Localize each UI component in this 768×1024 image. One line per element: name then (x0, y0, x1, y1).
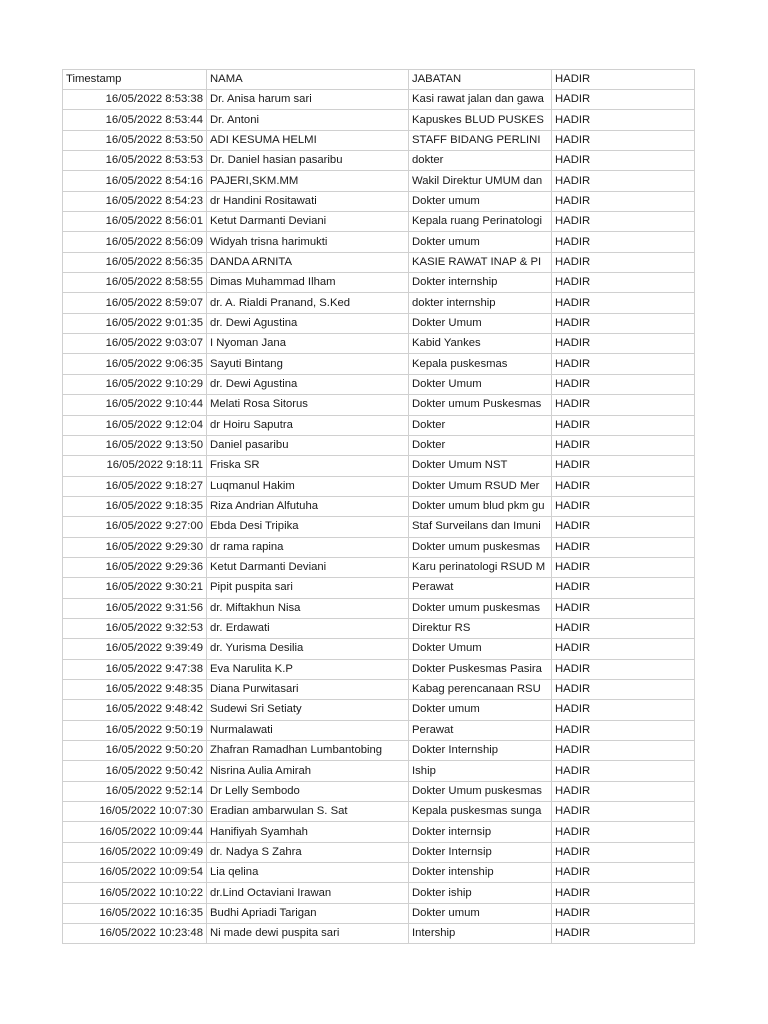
attendance-table (62, 69, 695, 944)
cell-hadir: HADIR (552, 273, 695, 293)
cell-nama: Dimas Muhammad Ilham (207, 273, 409, 293)
cell-jabatan: Dokter umum puskesmas (409, 537, 552, 557)
table-row (63, 130, 695, 150)
cell-nama: dr Handini Rositawati (207, 191, 409, 211)
cell-timestamp: 16/05/2022 9:27:00 (63, 517, 207, 537)
attendance-table-body (63, 70, 695, 944)
cell-hadir: HADIR (552, 700, 695, 720)
cell-nama: Zhafran Ramadhan Lumbantobing (207, 741, 409, 761)
table-row (63, 252, 695, 272)
cell-timestamp: 16/05/2022 9:29:30 (63, 537, 207, 557)
cell-timestamp: 16/05/2022 10:09:54 (63, 863, 207, 883)
cell-timestamp: 16/05/2022 9:47:38 (63, 659, 207, 679)
cell-nama: dr rama rapina (207, 537, 409, 557)
cell-hadir: HADIR (552, 395, 695, 415)
cell-nama: Ketut Darmanti Deviani (207, 557, 409, 577)
cell-nama: dr. Dewi Agustina (207, 313, 409, 333)
cell-nama: I Nyoman Jana (207, 334, 409, 354)
cell-nama: Eradian ambarwulan S. Sat (207, 802, 409, 822)
cell-nama: Sayuti Bintang (207, 354, 409, 374)
cell-nama: Riza Andrian Alfutuha (207, 496, 409, 516)
cell-nama: dr. Nadya S Zahra (207, 842, 409, 862)
cell-timestamp: 16/05/2022 10:07:30 (63, 802, 207, 822)
cell-timestamp: 16/05/2022 8:54:16 (63, 171, 207, 191)
cell-hadir: HADIR (552, 883, 695, 903)
cell-timestamp: 16/05/2022 9:50:19 (63, 720, 207, 740)
cell-hadir: HADIR (552, 659, 695, 679)
cell-hadir: HADIR (552, 191, 695, 211)
cell-jabatan: Dokter Umum puskesmas (409, 781, 552, 801)
table-row (63, 476, 695, 496)
cell-hadir: HADIR (552, 212, 695, 232)
cell-hadir: HADIR (552, 557, 695, 577)
cell-jabatan: STAFF BIDANG PERLINI (409, 130, 552, 150)
table-row (63, 191, 695, 211)
table-row (63, 496, 695, 516)
cell-hadir: HADIR (552, 802, 695, 822)
cell-jabatan: Dokter umum (409, 700, 552, 720)
cell-hadir: HADIR (552, 537, 695, 557)
cell-nama: Eva Narulita K.P (207, 659, 409, 679)
cell-nama: Widyah trisna harimukti (207, 232, 409, 252)
cell-hadir: HADIR (552, 476, 695, 496)
cell-nama: Daniel pasaribu (207, 435, 409, 455)
cell-timestamp: 16/05/2022 8:56:01 (63, 212, 207, 232)
cell-timestamp: 16/05/2022 9:48:35 (63, 679, 207, 699)
cell-timestamp: 16/05/2022 9:13:50 (63, 435, 207, 455)
table-row (63, 802, 695, 822)
cell-hadir: HADIR (552, 90, 695, 110)
cell-nama: dr. Yurisma Desilia (207, 639, 409, 659)
table-row (63, 598, 695, 618)
cell-timestamp: 16/05/2022 9:10:44 (63, 395, 207, 415)
table-row (63, 517, 695, 537)
cell-nama: PAJERI,SKM.MM (207, 171, 409, 191)
cell-timestamp: 16/05/2022 8:56:35 (63, 252, 207, 272)
cell-jabatan: Dokter umum (409, 903, 552, 923)
cell-jabatan: Dokter Umum NST (409, 456, 552, 476)
header-jabatan: JABATAN (409, 70, 552, 90)
cell-jabatan: Dokter umum puskesmas (409, 598, 552, 618)
table-row (63, 435, 695, 455)
cell-jabatan: Dokter (409, 435, 552, 455)
cell-nama: Ni made dewi puspita sari (207, 924, 409, 944)
cell-timestamp: 16/05/2022 9:29:36 (63, 557, 207, 577)
header-nama: NAMA (207, 70, 409, 90)
cell-nama: dr Hoiru Saputra (207, 415, 409, 435)
cell-timestamp: 16/05/2022 9:12:04 (63, 415, 207, 435)
table-row (63, 761, 695, 781)
cell-timestamp: 16/05/2022 9:06:35 (63, 354, 207, 374)
cell-timestamp: 16/05/2022 9:18:11 (63, 456, 207, 476)
cell-nama: Hanifiyah Syamhah (207, 822, 409, 842)
cell-jabatan: Dokter Internsip (409, 842, 552, 862)
cell-hadir: HADIR (552, 110, 695, 130)
cell-nama: dr. Dewi Agustina (207, 374, 409, 394)
cell-jabatan: Dokter internsip (409, 822, 552, 842)
cell-timestamp: 16/05/2022 9:50:42 (63, 761, 207, 781)
cell-timestamp: 16/05/2022 10:09:44 (63, 822, 207, 842)
table-row (63, 456, 695, 476)
cell-hadir: HADIR (552, 334, 695, 354)
cell-jabatan: dokter (409, 151, 552, 171)
cell-jabatan: Dokter umum (409, 191, 552, 211)
cell-timestamp: 16/05/2022 8:58:55 (63, 273, 207, 293)
cell-hadir: HADIR (552, 863, 695, 883)
table-row (63, 822, 695, 842)
header-hadir: HADIR (552, 70, 695, 90)
cell-hadir: HADIR (552, 374, 695, 394)
table-row (63, 313, 695, 333)
cell-hadir: HADIR (552, 720, 695, 740)
cell-hadir: HADIR (552, 354, 695, 374)
cell-nama: Dr Lelly Sembodo (207, 781, 409, 801)
table-row (63, 171, 695, 191)
cell-jabatan: Dokter umum blud pkm gu (409, 496, 552, 516)
header-timestamp: Timestamp (63, 70, 207, 90)
cell-nama: Diana Purwitasari (207, 679, 409, 699)
cell-timestamp: 16/05/2022 8:53:50 (63, 130, 207, 150)
cell-jabatan: Kabag perencanaan RSU (409, 679, 552, 699)
cell-timestamp: 16/05/2022 8:53:53 (63, 151, 207, 171)
cell-hadir: HADIR (552, 293, 695, 313)
cell-hadir: HADIR (552, 781, 695, 801)
cell-timestamp: 16/05/2022 10:10:22 (63, 883, 207, 903)
cell-jabatan: Dokter Puskesmas Pasira (409, 659, 552, 679)
cell-nama: ADI KESUMA HELMI (207, 130, 409, 150)
cell-hadir: HADIR (552, 415, 695, 435)
cell-nama: dr. Erdawati (207, 618, 409, 638)
cell-timestamp: 16/05/2022 8:54:23 (63, 191, 207, 211)
cell-timestamp: 16/05/2022 9:30:21 (63, 578, 207, 598)
cell-timestamp: 16/05/2022 9:01:35 (63, 313, 207, 333)
table-row (63, 415, 695, 435)
cell-jabatan: Kabid Yankes (409, 334, 552, 354)
cell-timestamp: 16/05/2022 8:53:44 (63, 110, 207, 130)
cell-nama: Ebda Desi Tripika (207, 517, 409, 537)
cell-nama: Friska SR (207, 456, 409, 476)
cell-timestamp: 16/05/2022 9:32:53 (63, 618, 207, 638)
cell-hadir: HADIR (552, 741, 695, 761)
cell-timestamp: 16/05/2022 9:48:42 (63, 700, 207, 720)
cell-jabatan: Intership (409, 924, 552, 944)
cell-timestamp: 16/05/2022 8:53:38 (63, 90, 207, 110)
cell-jabatan: Dokter umum Puskesmas (409, 395, 552, 415)
cell-timestamp: 16/05/2022 9:39:49 (63, 639, 207, 659)
cell-hadir: HADIR (552, 842, 695, 862)
table-row (63, 90, 695, 110)
cell-jabatan: Kepala puskesmas sunga (409, 802, 552, 822)
table-row (63, 842, 695, 862)
table-row (63, 700, 695, 720)
cell-jabatan: Dokter Umum (409, 374, 552, 394)
cell-hadir: HADIR (552, 252, 695, 272)
cell-timestamp: 16/05/2022 10:09:49 (63, 842, 207, 862)
cell-nama: Pipit puspita sari (207, 578, 409, 598)
cell-jabatan: KASIE RAWAT INAP & PI (409, 252, 552, 272)
table-row (63, 557, 695, 577)
cell-hadir: HADIR (552, 598, 695, 618)
cell-jabatan: Kepala ruang Perinatologi (409, 212, 552, 232)
table-row (63, 232, 695, 252)
cell-nama: Dr. Antoni (207, 110, 409, 130)
cell-jabatan: Dokter iship (409, 883, 552, 903)
table-row (63, 537, 695, 557)
cell-hadir: HADIR (552, 171, 695, 191)
table-row (63, 212, 695, 232)
cell-jabatan: Perawat (409, 720, 552, 740)
cell-nama: Melati Rosa Sitorus (207, 395, 409, 415)
cell-jabatan: Karu perinatologi RSUD M (409, 557, 552, 577)
cell-hadir: HADIR (552, 130, 695, 150)
cell-jabatan: Kepala puskesmas (409, 354, 552, 374)
table-row (63, 924, 695, 944)
cell-timestamp: 16/05/2022 9:50:20 (63, 741, 207, 761)
cell-timestamp: 16/05/2022 9:52:14 (63, 781, 207, 801)
cell-hadir: HADIR (552, 456, 695, 476)
cell-nama: Nurmalawati (207, 720, 409, 740)
cell-nama: Dr. Daniel hasian pasaribu (207, 151, 409, 171)
cell-nama: Luqmanul Hakim (207, 476, 409, 496)
header-row (63, 70, 695, 90)
cell-jabatan: Dokter umum (409, 232, 552, 252)
cell-hadir: HADIR (552, 578, 695, 598)
cell-jabatan: Direktur RS (409, 618, 552, 638)
table-row (63, 883, 695, 903)
cell-hadir: HADIR (552, 435, 695, 455)
cell-nama: Sudewi Sri Setiaty (207, 700, 409, 720)
cell-timestamp: 16/05/2022 9:31:56 (63, 598, 207, 618)
cell-timestamp: 16/05/2022 9:10:29 (63, 374, 207, 394)
cell-jabatan: Dokter Umum (409, 639, 552, 659)
cell-hadir: HADIR (552, 822, 695, 842)
cell-nama: Ketut Darmanti Deviani (207, 212, 409, 232)
cell-jabatan: Dokter Umum RSUD Mer (409, 476, 552, 496)
table-row (63, 293, 695, 313)
cell-timestamp: 16/05/2022 9:03:07 (63, 334, 207, 354)
cell-jabatan: Wakil Direktur UMUM dan (409, 171, 552, 191)
cell-timestamp: 16/05/2022 10:16:35 (63, 903, 207, 923)
cell-jabatan: Dokter Internship (409, 741, 552, 761)
cell-nama: Budhi Apriadi Tarigan (207, 903, 409, 923)
cell-jabatan: dokter internship (409, 293, 552, 313)
table-row (63, 863, 695, 883)
cell-hadir: HADIR (552, 639, 695, 659)
cell-hadir: HADIR (552, 924, 695, 944)
cell-jabatan: Kasi rawat jalan dan gawa (409, 90, 552, 110)
table-row (63, 781, 695, 801)
cell-jabatan: Dokter internship (409, 273, 552, 293)
cell-nama: dr. A. Rialdi Pranand, S.Ked (207, 293, 409, 313)
cell-jabatan: Iship (409, 761, 552, 781)
cell-jabatan: Staf Surveilans dan Imuni (409, 517, 552, 537)
cell-timestamp: 16/05/2022 8:56:09 (63, 232, 207, 252)
table-row (63, 578, 695, 598)
cell-timestamp: 16/05/2022 9:18:35 (63, 496, 207, 516)
cell-jabatan: Dokter (409, 415, 552, 435)
cell-hadir: HADIR (552, 232, 695, 252)
cell-nama: Dr. Anisa harum sari (207, 90, 409, 110)
cell-nama: DANDA ARNITA (207, 252, 409, 272)
cell-jabatan: Perawat (409, 578, 552, 598)
table-row (63, 618, 695, 638)
cell-jabatan: Dokter intenship (409, 863, 552, 883)
table-row (63, 334, 695, 354)
cell-hadir: HADIR (552, 679, 695, 699)
table-row (63, 354, 695, 374)
cell-hadir: HADIR (552, 517, 695, 537)
cell-hadir: HADIR (552, 903, 695, 923)
table-row (63, 720, 695, 740)
cell-jabatan: Dokter Umum (409, 313, 552, 333)
cell-hadir: HADIR (552, 313, 695, 333)
table-row (63, 110, 695, 130)
table-row (63, 639, 695, 659)
cell-nama: Lia qelina (207, 863, 409, 883)
cell-jabatan: Kapuskes BLUD PUSKES (409, 110, 552, 130)
table-row (63, 741, 695, 761)
cell-timestamp: 16/05/2022 8:59:07 (63, 293, 207, 313)
table-row (63, 395, 695, 415)
table-row (63, 151, 695, 171)
cell-hadir: HADIR (552, 151, 695, 171)
table-row (63, 903, 695, 923)
table-row (63, 374, 695, 394)
table-row (63, 273, 695, 293)
cell-timestamp: 16/05/2022 9:18:27 (63, 476, 207, 496)
cell-nama: dr. Miftakhun Nisa (207, 598, 409, 618)
table-row (63, 659, 695, 679)
cell-hadir: HADIR (552, 496, 695, 516)
cell-hadir: HADIR (552, 761, 695, 781)
cell-nama: Nisrina Aulia Amirah (207, 761, 409, 781)
cell-nama: dr.Lind Octaviani Irawan (207, 883, 409, 903)
cell-timestamp: 16/05/2022 10:23:48 (63, 924, 207, 944)
cell-hadir: HADIR (552, 618, 695, 638)
table-row (63, 679, 695, 699)
